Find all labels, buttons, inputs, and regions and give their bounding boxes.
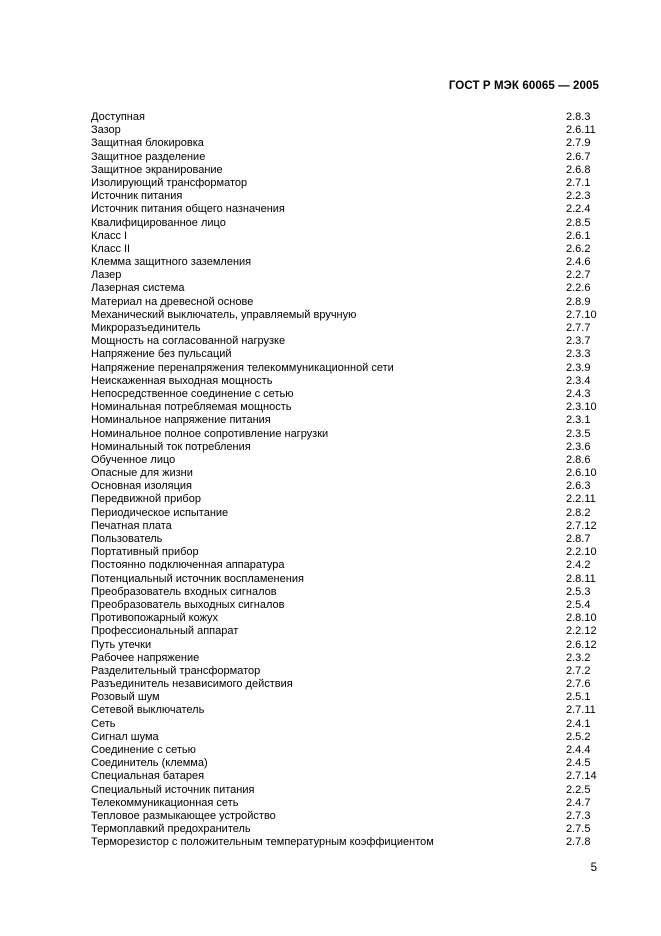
index-row [91, 797, 599, 810]
index-ref: 2.2.11 [566, 493, 596, 506]
index-term: Лазерная система [91, 282, 185, 295]
index-term: Клемма защитного заземления [91, 256, 252, 269]
index-row [91, 414, 599, 427]
index-row [91, 823, 599, 836]
index-row [91, 203, 599, 216]
index-term: Напряжение без пульсаций [91, 348, 232, 361]
index-term: Специальный источник питания [91, 783, 255, 796]
index-ref: 2.3.4 [566, 374, 591, 387]
index-ref: 2.2.3 [566, 190, 591, 203]
index-ref: 2.2.5 [566, 783, 591, 796]
index-term: Номинальное полное сопротивление нагрузки [91, 427, 329, 440]
index-term: Преобразователь выходных сигналов [91, 598, 285, 611]
index-row [91, 269, 599, 282]
index-row [91, 546, 599, 559]
index-ref: 2.2.4 [566, 203, 591, 216]
index-row [91, 836, 599, 849]
index-term: Телекоммуникационная сеть [91, 796, 239, 809]
index-ref: 2.7.12 [566, 519, 597, 532]
index-term: Противопожарный кожух [91, 612, 219, 625]
document-header: ГОСТ Р МЭК 60065 — 2005 [448, 80, 599, 92]
index-ref: 2.3.7 [566, 335, 591, 348]
index-term: Печатная плата [91, 519, 172, 532]
index-ref: 2.7.5 [566, 823, 591, 836]
index-term: Сигнал шума [91, 730, 159, 743]
index-ref: 2.6.1 [566, 229, 591, 242]
index-row [91, 230, 599, 243]
index-term: Розовый шум [91, 691, 160, 704]
index-row [91, 111, 599, 124]
index-term: Защитное разделение [91, 150, 206, 163]
index-ref: 2.5.1 [566, 691, 591, 704]
index-term: Номинальная потребляемая мощность [91, 401, 292, 414]
index-ref: 2.4.2 [566, 559, 591, 572]
index-term: Материал на древесной основе [91, 295, 254, 308]
index-term: Передвижной прибор [91, 493, 201, 506]
index-term: Термоплавкий предохранитель [91, 823, 251, 836]
index-row [91, 124, 599, 137]
index-term: Напряжение перенапряжения телекоммуникационной сети [91, 361, 394, 374]
index-row [91, 718, 599, 731]
index-ref: 2.6.11 [566, 124, 596, 137]
index-term: Доступная [91, 111, 145, 123]
index-term: Зазор [91, 124, 121, 137]
term-index-list [91, 111, 599, 850]
index-row [91, 586, 599, 599]
index-term: Источник питания общего назначения [91, 203, 285, 216]
index-ref: 2.2.6 [566, 282, 591, 295]
index-ref: 2.8.11 [566, 572, 596, 585]
index-row [91, 375, 599, 388]
index-row [91, 507, 599, 520]
index-ref: 2.4.3 [566, 387, 591, 400]
index-ref: 2.4.5 [566, 757, 591, 770]
index-term: Разделительный трансформатор [91, 664, 261, 677]
index-row [91, 599, 599, 612]
index-term: Сеть [91, 717, 116, 730]
index-term: Периодическое испытание [91, 506, 229, 519]
index-row [91, 612, 599, 625]
index-term: Неискаженная выходная мощность [91, 374, 273, 387]
index-row [91, 731, 599, 744]
index-row [91, 810, 599, 823]
index-term: Квалифицированное лицо [91, 216, 226, 229]
index-ref: 2.8.10 [566, 612, 597, 625]
index-row [91, 322, 599, 335]
index-ref: 2.3.5 [566, 427, 591, 440]
page-number: 5 [590, 862, 597, 874]
index-row [91, 282, 599, 295]
index-term: Постоянно подключенная аппаратура [91, 559, 285, 572]
index-term: Пользователь [91, 533, 163, 545]
index-row [91, 348, 599, 361]
index-ref: 2.2.7 [566, 269, 591, 282]
index-ref: 2.7.14 [566, 770, 597, 783]
index-term: Потенциальный источник воспламенения [91, 572, 304, 585]
index-row [91, 691, 599, 704]
index-ref: 2.3.2 [566, 651, 591, 664]
index-row [91, 559, 599, 572]
index-ref: 2.4.6 [566, 256, 591, 269]
index-ref: 2.7.11 [566, 704, 596, 717]
index-row [91, 217, 599, 230]
index-term: Основная изоляция [91, 480, 193, 493]
index-ref: 2.2.10 [566, 546, 597, 559]
index-row [91, 678, 599, 691]
index-row [91, 573, 599, 586]
index-ref: 2.8.9 [566, 295, 591, 308]
index-term: Защитное экранирование [91, 163, 223, 176]
index-term: Лазер [91, 269, 122, 282]
index-term: Класс I [91, 229, 128, 242]
index-term: Соединение с сетью [91, 744, 196, 756]
index-ref: 2.7.10 [566, 308, 597, 321]
index-row [91, 428, 599, 441]
index-ref: 2.6.7 [566, 150, 591, 163]
index-term: Профессиональный аппарат [91, 625, 239, 638]
index-term: Мощность на согласованной нагрузке [91, 335, 286, 348]
index-row [91, 164, 599, 177]
index-ref: 2.6.10 [566, 467, 597, 480]
index-ref: 2.5.3 [566, 585, 591, 598]
index-ref: 2.5.2 [566, 730, 591, 743]
index-ref: 2.6.2 [566, 242, 591, 255]
index-row [91, 744, 599, 757]
index-row [91, 309, 599, 322]
index-term: Рабочее напряжение [91, 651, 200, 664]
index-ref: 2.4.1 [566, 717, 591, 730]
index-term: Изолирующий трансформатор [91, 176, 248, 189]
index-ref: 2.7.6 [566, 678, 591, 691]
index-term: Механический выключатель, управляемый вручную [91, 308, 357, 321]
index-ref: 2.2.12 [566, 625, 597, 638]
index-row [91, 704, 599, 717]
index-term: Специальная батарея [91, 770, 205, 783]
index-row [91, 467, 599, 480]
index-row [91, 625, 599, 638]
index-ref: 2.7.1 [566, 176, 591, 189]
index-term: Защитная блокировка [91, 137, 204, 150]
index-term: Путь утечки [91, 638, 152, 651]
index-term: Терморезистор с положительным температурным коэффициентом [91, 836, 434, 849]
index-row [91, 784, 599, 797]
index-term: Преобразователь входных сигналов [91, 585, 277, 598]
index-term: Номинальное напряжение питания [91, 414, 271, 427]
index-row [91, 441, 599, 454]
index-row [91, 770, 599, 783]
index-ref: 2.8.5 [566, 216, 591, 229]
index-ref: 2.7.7 [566, 322, 591, 334]
index-ref: 2.6.8 [566, 163, 591, 176]
index-ref: 2.8.2 [566, 506, 591, 519]
index-ref: 2.4.7 [566, 796, 591, 809]
index-term: Класс II [91, 242, 131, 255]
index-ref: 2.8.3 [566, 111, 591, 123]
index-term: Опасные для жизни [91, 467, 193, 480]
index-row [91, 639, 599, 652]
index-ref: 2.3.9 [566, 361, 591, 374]
index-row [91, 493, 599, 506]
index-term: Тепловое размыкающее устройство [91, 809, 276, 822]
index-term: Микроразъединитель [91, 322, 201, 334]
index-row [91, 388, 599, 401]
index-ref: 2.7.8 [566, 836, 591, 849]
index-ref: 2.3.3 [566, 348, 591, 361]
index-row [91, 243, 599, 256]
index-ref: 2.7.9 [566, 137, 591, 150]
index-term: Номинальный ток потребления [91, 440, 251, 453]
index-row [91, 296, 599, 309]
index-term: Разъединитель независимого действия [91, 678, 293, 691]
index-row [91, 256, 599, 269]
index-row [91, 652, 599, 665]
index-ref: 2.7.2 [566, 664, 591, 677]
index-ref: 2.6.3 [566, 480, 591, 493]
index-row [91, 362, 599, 375]
index-term: Непосредственное соединение с сетью [91, 387, 294, 400]
index-row [91, 335, 599, 348]
index-ref: 2.4.4 [566, 744, 591, 756]
index-row [91, 665, 599, 678]
index-ref: 2.8.7 [566, 533, 591, 545]
index-ref: 2.5.4 [566, 598, 591, 611]
index-ref: 2.3.6 [566, 440, 591, 453]
index-ref: 2.6.12 [566, 638, 597, 651]
index-ref: 2.8.6 [566, 453, 591, 466]
index-row [91, 151, 599, 164]
index-ref: 2.3.10 [566, 401, 597, 414]
index-row [91, 533, 599, 546]
index-term: Обученное лицо [91, 453, 176, 466]
index-row [91, 757, 599, 770]
index-row [91, 177, 599, 190]
index-row [91, 137, 599, 150]
index-term: Соединитель (клемма) [91, 757, 208, 770]
index-row [91, 480, 599, 493]
index-row [91, 520, 599, 533]
index-ref: 2.3.1 [566, 414, 591, 427]
index-row [91, 401, 599, 414]
index-term: Портативный прибор [91, 546, 199, 559]
index-ref: 2.7.3 [566, 809, 591, 822]
index-term: Сетевой выключатель [91, 704, 205, 717]
index-term: Источник питания [91, 190, 183, 203]
index-row [91, 190, 599, 203]
index-row [91, 454, 599, 467]
